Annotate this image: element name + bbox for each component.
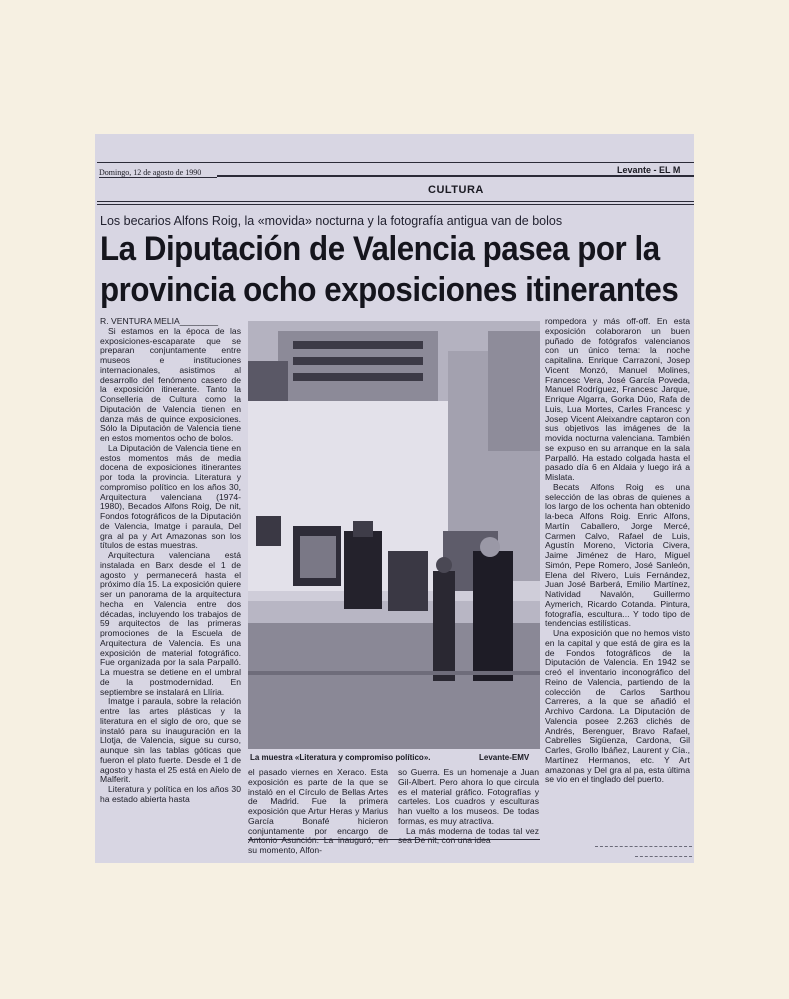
headline-line-1: La Diputación de Valencia pasea por la bbox=[100, 230, 660, 268]
paragraph: so Guerra. Es un homenaje a Juan Gil-Albert. Pero ahora lo que circula es el material gráfico. Fotografías y carteles. Los cuadros y esculturas han vuelto a los museos. De todas formas, es muy atractiva. bbox=[398, 767, 539, 826]
column-4 bbox=[545, 317, 690, 785]
section-rule-2 bbox=[97, 204, 694, 205]
paragraph: Literatura y política en los años 30 ha estado abierta hasta bbox=[100, 784, 241, 804]
exhibition-photo-image bbox=[248, 321, 540, 749]
section-label: CULTURA bbox=[428, 184, 484, 196]
paragraph: La más moderna de todas tal vez sea De nit, con una idea bbox=[398, 825, 539, 846]
paragraph: el pasado viernes en Xeraco. Esta exposición es parte de la que se instaló en el Círculo de Bellas Artes de Madrid. Fue la primera exposición que Artur Heras y Marius García Bonafé hicieron conjuntamente por encargo de Antonio Asunción. La inauguró, en su momento, Alfon- bbox=[248, 767, 388, 855]
date-underline bbox=[99, 177, 217, 178]
header-rule-top bbox=[97, 162, 694, 163]
column-2 bbox=[248, 768, 388, 856]
footer-rule-dashed bbox=[595, 846, 692, 847]
column-3 bbox=[398, 768, 539, 846]
paragraph: Becats Alfons Roig es una selección de las obras de quienes a los largo de los ochenta han obtenido la-beca Alfons Roig. Enric Alfons, Martín Caballero, Jorge Mercé, Carmen Calvo, Rafael de Luis, Agustín Moreno, Victoria Civera, Jaime Jiménez de Haro, Miguel Simón, Pepe Romero, José Sanleón, Elena del Rivero, Luis Fernández, Juan José Barberá, Emilio Martínez, Natividad Navalón, Guillermo Aymerich, Ricardo Cotanda. Pintura, fotografía, escultura... Y todo tipo de tendencias estilísticas. bbox=[545, 481, 690, 629]
exhibition-photo bbox=[248, 321, 540, 749]
photo-credit: Levante-EMV bbox=[479, 753, 530, 762]
footer-rule bbox=[248, 839, 540, 840]
paragraph: Si estamos en la época de las exposiciones-escaparate que se preparan conjuntamente entre museos e instituciones internacionales, asistimos al desarrollo del fenómeno casero de la exposición itinerante. Tanto la Conselleria de Cultura como la Diputación de Valencia tienen en danza más de quince exposiciones. Sólo la Diputación de Valencia tiene en estos momentos ocho de bolos. bbox=[100, 325, 241, 443]
footer-rule-dashed bbox=[635, 856, 692, 857]
photo-caption: La muestra «Literatura y compromiso político». bbox=[250, 753, 431, 762]
paragraph: rompedora y más off-off. En esta exposición colaboraron un buen puñado de fotógrafos valencianos con un único tema: la noche capitalina. Enrique Carrazoni, Josep Vicent Monzó, Manuel Molines, Francesc Vera, José García Poveda, Manuel Rodríguez, Francesc Jarque, Enrique Algarra, Gorka Dúo, Rafa de Luis, Lua Mortes, Carles Francesc y Josep Vicent Aleixandre captaron con sus objetivos las imágenes de la movida nocturna valenciana. También se expuso en su arranque en la sala Parpalló. Ha estado colgada hasta el pasado día 6 en Aldaia y luego irá a Mislata. bbox=[545, 316, 690, 482]
paragraph: Una exposición que no hemos visto en la capital y que está de gira es la de Fondos fotográficos de la Diputación de Valencia. En 1942 se creó el inventario inconográfico del Reino de Valencia, partiendo de la colección de Carlos Sarthou Carreres, a la que se añadió el Archivo Cardona. La Diputación de Valencia posee 2.263 clichés de Andrés, Berenguer, Bravo Rafael, Cabrelles Sigüenza, Cardona, Gil Carles, Grollo Ibáñez, Laurent y Cía., Martínez Hermanos, etc. Y Art amazonas y Del gra al pa, esta última se vio en el tinglado del puerto. bbox=[545, 628, 690, 785]
headline-line-2: provincia ocho exposiciones itinerantes bbox=[100, 271, 679, 309]
paragraph: Imatge i paraula, sobre la relación entre las artes plásticas y la literatura en el siglo de oro, que se instaló para su inauguración en la Llotja, de Valencia, sigue su curso, aunque sin las tablas góticas que fueron el plato fuerte. Desde el 1 de agosto y hasta el 25 está en Aielo de Malferit. bbox=[100, 696, 241, 785]
byline: R. VENTURA MELIA________ bbox=[100, 316, 218, 326]
paragraph: Arquitectura valenciana está instalada en Barx desde el 1 de agosto y permanecerá hasta el próximo día 15. La exposición quiere ser un panorama de la arquitectura hecha en Valencia entre dos décadas, incluyendo los trabajos de 59 arquitectos de las primeras promociones de la Escuela de Arquitectura de Valencia. Es una exposición de material fotográfico. Fue organizada por la sala Parpalló. La muestra se detiene en el umbral de la postmodernidad. En septiembre se instalará en Llíria. bbox=[100, 550, 241, 697]
header-rule-thick bbox=[217, 175, 694, 177]
newspaper-clipping bbox=[95, 134, 694, 863]
issue-date: Domingo, 12 de agosto de 1990 bbox=[99, 168, 202, 177]
newspaper-name: Levante - EL M bbox=[617, 165, 681, 175]
kicker: Los becarios Alfons Roig, la «movida» nocturna y la fotografía antigua van de bolos bbox=[100, 214, 563, 228]
section-rule-1 bbox=[97, 201, 694, 202]
paragraph: La Diputación de Valencia tiene en estos momentos más de media docena de exposiciones itinerantes por toda la provincia. Literatura y compromiso político en los años 30, Arquitectura valenciana (1974-1980), Becados Alfons Roig, De nit, Fondos fotográficos de la Diputación de Valencia, Imatge i paraula, Del gra al pa y Art Amazonas son los títulos de estas muestras. bbox=[100, 442, 241, 551]
column-1 bbox=[100, 317, 241, 805]
